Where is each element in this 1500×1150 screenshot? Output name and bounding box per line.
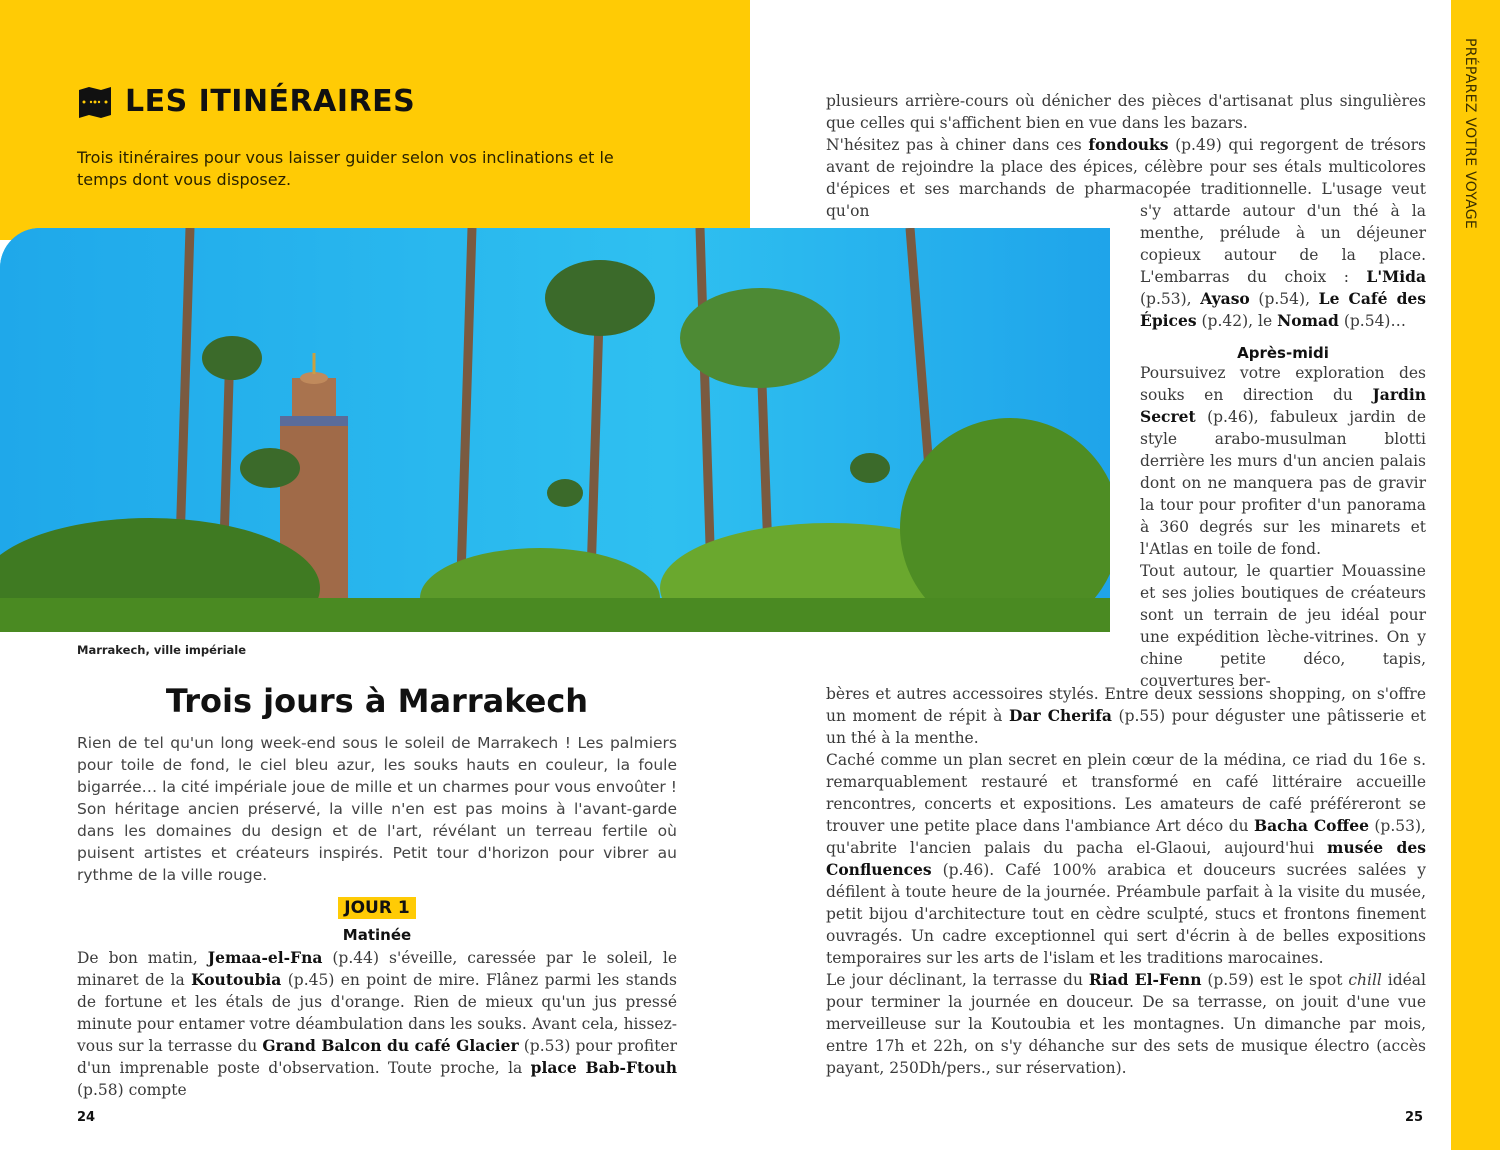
bacha-coffee-paragraph: Caché comme un plan secret en plein cœur de la médina, ce riad du 16e s. remarquablement restauré et transformé en café littéraire accueille rencontres, concerts et expositions. Les amateurs de café préféreront se trouver une petite place dans l'ambiance Art déco du Bacha Coffee (p.53), qu'abrite l'ancien palais du pacha el-Glaoui, aujourd'hui musée des Confluences (p.46). Café 100% arabica et douceurs sucrées salées y défilent à toute heure de la journée. Préambule parfait à la visite du musée, petit bijou d'architecture tout en cèdre sculpté, stucs et frontons finement ouvragés. Un cadre exceptionnel qui sert d'écrin à de belles expositions temporaires sur les arts de l'islam et les traditions marocaines. (826, 751, 1426, 967)
section-heading: LES ITINÉRAIRES (125, 84, 416, 119)
day-badge: JOUR 1 (338, 897, 415, 919)
photo-caption: Marrakech, ville impériale (77, 643, 247, 657)
place-bab-ftouh: place Bab-Ftouh (530, 1058, 678, 1077)
place-fondouks: fondouks (1088, 135, 1169, 154)
morning-heading: Matinée (342, 926, 412, 944)
page-number-left: 24 (77, 1110, 96, 1125)
chapter-tab-label: PRÉPAREZ VOTRE VOYAGE (1462, 38, 1478, 230)
morning-paragraph: De bon matin, Jemaa-el-Fna (p.44) s'éveille, caressée par le soleil, le minaret de la Koutoubia (p.45) en point de mire. Flânez parmi les stands de fortune et les étals de jus d'orange. Rien de mieux qu'un jus pressé minute pour entamer votre déambulation dans les souks. Avant cela, hissez-vous sur la terrasse du Grand Balcon du café Glacier (p.53) pour profiter d'un imprenable poste d'observation. Toute proche, la place Bab-Ftouh (p.58) compte (77, 948, 678, 1099)
place-riad-el-fenn: Riad El-Fenn (1088, 970, 1202, 989)
jardin-secret-paragraph: Poursuivez votre exploration des souks en direction du Jardin Secret (p.46), fabuleux jardin de style arabo-musulman blotti derrière les murs d'un ancien palais dont on ne manquera pas de gravir la tour pour profiter d'un panorama à 360 degrés sur les minarets et l'Atlas en toile de fond. (1140, 364, 1426, 558)
dar-cherifa-paragraph: bères et autres accessoires stylés. Entre deux sessions shopping, on s'offre un moment de répit à Dar Cherifa (p.55) pour déguster une pâtisserie et un thé à la menthe. (826, 685, 1426, 747)
section-title (77, 84, 415, 119)
folded-map-icon (77, 85, 113, 119)
place-jardin-secret: Jardin Secret (1140, 385, 1426, 426)
right-column-narrow (1140, 200, 1426, 692)
section-header-band (0, 0, 750, 240)
lunch-paragraph: s'y attarde autour d'un thé à la menthe, prélude à un déjeuner copieux autour de la place. L'embarras du choix : L'Mida (p.53), Ayaso (p.54), Le Café des Épices (p.42), le Nomad (p.54)… (1140, 202, 1427, 330)
morning-paragraph-cont: plusieurs arrière-cours où dénicher des pièces d'artisanat plus singulières que celles qui s'affichent bien en vue dans les bazars. (826, 92, 1426, 132)
place-koutoubia: Koutoubia (191, 970, 282, 989)
place-jemaa-el-fna: Jemaa-el-Fna (207, 948, 323, 967)
section-intro: Trois itinéraires pour vous laisser guider selon vos inclinations et le temps dont vous disposez. (77, 148, 614, 189)
photo-illustration (0, 228, 1110, 632)
right-column-bottom (826, 683, 1426, 1079)
article-lead: Rien de tel qu'un long week-end sous le soleil de Marrakech ! Les palmiers pour toile de fond, le ciel bleu azur, les souks hauts en couleur, la foule bigarrée… la cité impériale joue de mille et un charmes pour vous envoûter ! Son héritage ancien préservé, la ville n'en est pas moins à l'avant-garde dans les domaines du design et de l'art, révélant un terreau fertile où puisent artistes et créateurs inspirés. Petit tour d'horizon pour vibrer au rythme de la ville rouge. (77, 734, 677, 884)
place-musee-des-confluences: musée des Confluences (826, 838, 1426, 879)
day-badge-row (77, 897, 677, 919)
place-dar-cherifa: Dar Cherifa (1009, 706, 1112, 725)
place-nomad: Nomad (1277, 311, 1339, 330)
afternoon-heading: Après-midi (1237, 344, 1329, 362)
place-ayaso: Ayaso (1200, 289, 1250, 308)
fondouks-paragraph: N'hésitez pas à chiner dans ces fondouks (p.49) qui regorgent de trésors avant de rejoindre la place des épices, célèbre pour ses étals multicolores d'épices et ses marchands de pharmacopée traditionnelle. L'usage veut qu'on (826, 135, 1426, 220)
riad-el-fenn-paragraph: Le jour déclinant, la terrasse du Riad El-Fenn (p.59) est le spot chill idéal pour terminer la journée en douceur. De sa terrasse, on jouit d'une vue merveilleuse sur la Koutoubia et les montagnes. Un dimanche par mois, entre 17h et 22h, on s'y déhanche sur des sets de musique électro (accès payant, 250Dh/pers., sur réservation). (826, 970, 1426, 1077)
page-number-right: 25 (1405, 1110, 1424, 1125)
place-bacha-coffee: Bacha Coffee (1254, 816, 1369, 835)
mouassine-paragraph: Tout autour, le quartier Mouassine et ses jolies boutiques de créateurs sont un terrain de jeu idéal pour une expédition lèche-vitrines. On y chine petite déco, tapis, couvertures ber- (1140, 562, 1426, 690)
place-cafe-des-epices: Le Café des Épices (1140, 289, 1427, 330)
article-title: Trois jours à Marrakech (165, 682, 589, 720)
place-grand-balcon: Grand Balcon du café Glacier (262, 1036, 519, 1055)
koutoubia-photo (0, 228, 1110, 632)
place-lmida: L'Mida (1366, 267, 1426, 286)
